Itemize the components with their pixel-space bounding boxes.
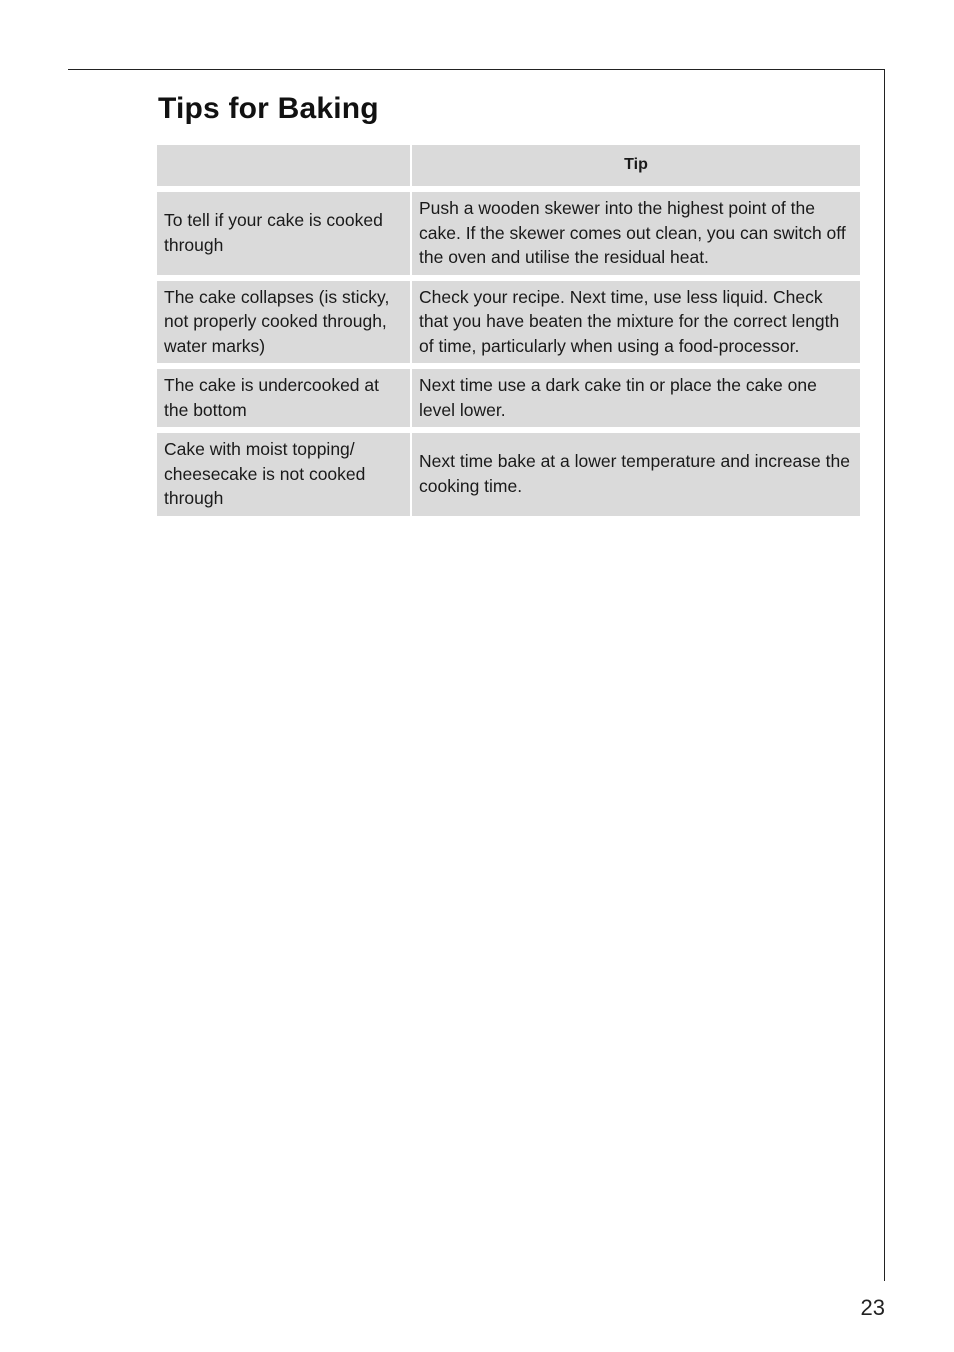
problem-cell: The cake collapses (is sticky, not properly cooked through, water marks): [157, 281, 412, 370]
tip-cell: Next time use a dark cake tin or place the cake one level lower.: [412, 369, 860, 433]
tip-cell: Next time bake at a lower temperature and increase the cooking time.: [412, 433, 860, 516]
top-divider-line: [68, 69, 885, 70]
problem-cell: The cake is undercooked at the bottom: [157, 369, 412, 433]
tip-cell: Push a wooden skewer into the highest point of the cake. If the skewer comes out clean, you can switch off the oven and utilise the residual heat.: [412, 192, 860, 281]
problem-cell: To tell if your cake is cooked through: [157, 192, 412, 281]
page-title: Tips for Baking: [158, 92, 379, 125]
page-number: 23: [860, 1295, 885, 1320]
table-row: [157, 433, 860, 516]
problem-cell: Cake with moist topping/ cheesecake is not cooked through: [157, 433, 412, 516]
table-row: [157, 192, 860, 281]
table-header-row: [157, 145, 860, 192]
baking-tips-table: [157, 145, 860, 516]
table-row: [157, 281, 860, 370]
header-problem: [157, 145, 412, 192]
right-margin-line: [884, 69, 885, 1281]
tip-cell: Check your recipe. Next time, use less liquid. Check that you have beaten the mixture for the correct length of time, particularly when using a food-processor.: [412, 281, 860, 370]
header-tip: Tip: [412, 145, 860, 192]
table-row: [157, 369, 860, 433]
